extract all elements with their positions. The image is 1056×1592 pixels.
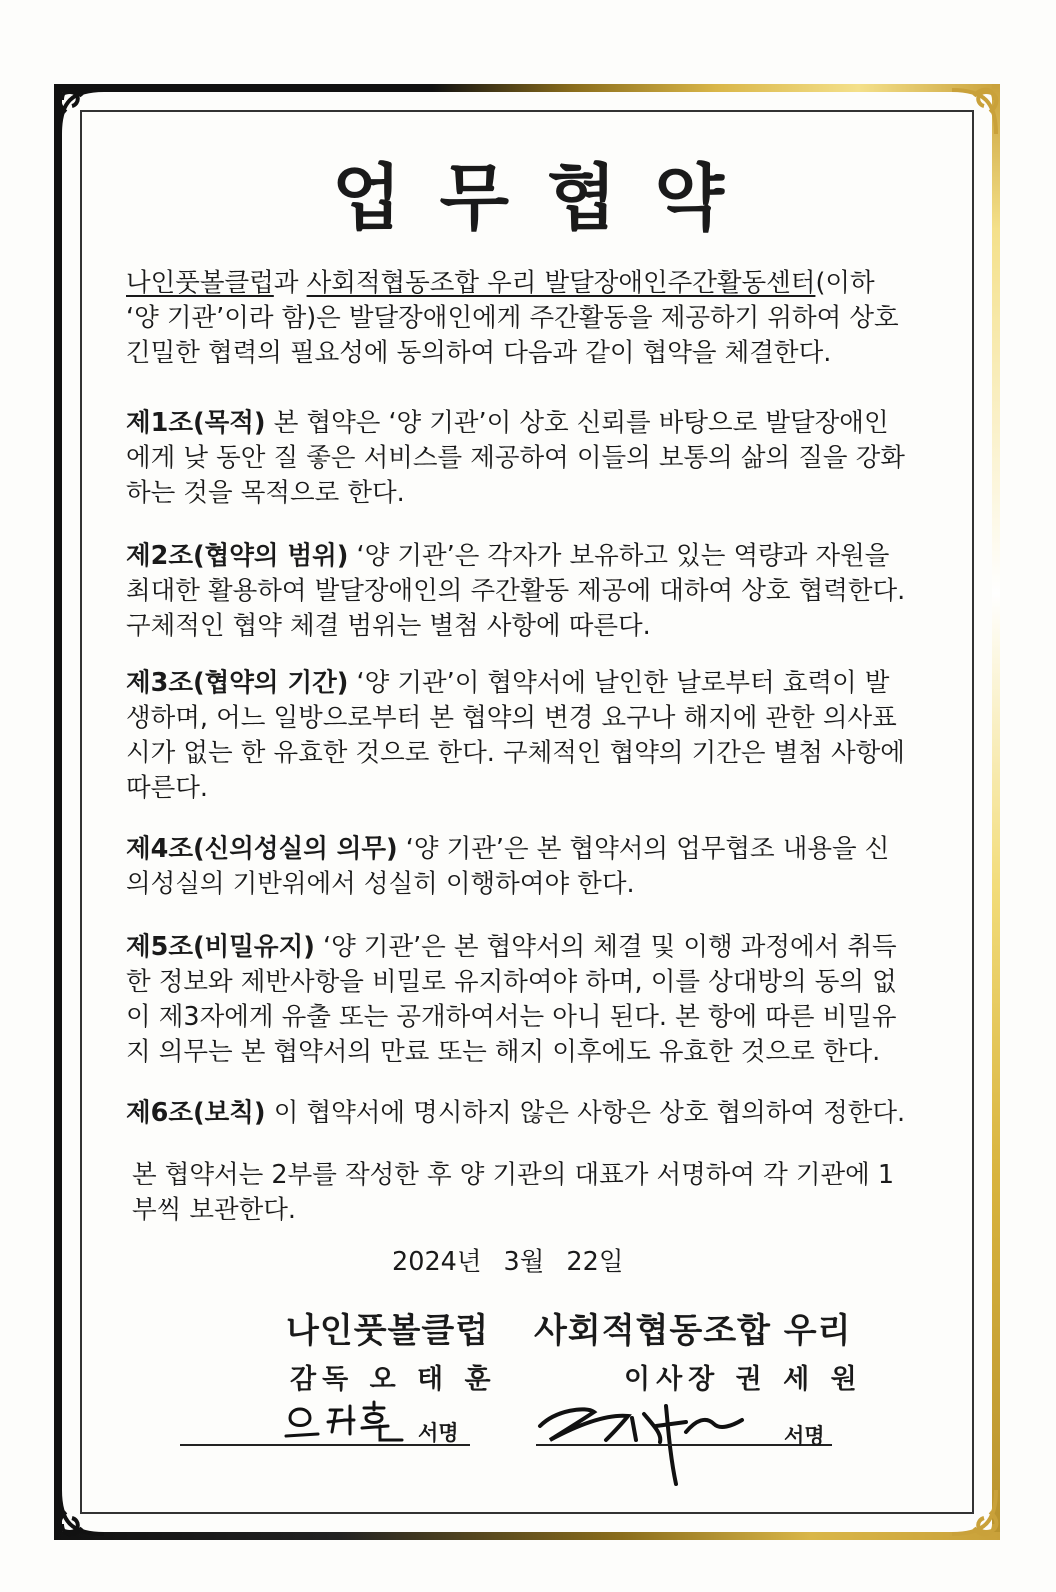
right-org-name: 사회적협동조합 우리 xyxy=(534,1311,852,1351)
article-2 xyxy=(126,539,906,644)
gold-frame-right xyxy=(992,84,1000,1540)
document-title: 업무협약 xyxy=(331,155,763,240)
article-heading: 제2조(협약의 범위) xyxy=(126,541,349,571)
left-sign-label: 서명 xyxy=(418,1421,459,1445)
intro-rest: (이하 ‘양 기관’이라 함)은 발달장애인에게 주간활동을 제공하기 위하여 상호 긴밀한 협력의 필요성에 동의하여 다음과 같이 협약을 체결한다. xyxy=(126,268,899,368)
article-heading: 제5조(비밀유지) xyxy=(126,932,315,962)
date-year: 2024년 xyxy=(392,1247,482,1277)
article-heading: 제3조(협약의 기간) xyxy=(126,668,349,698)
article-text: ‘양 기관’은 본 협약서의 업무협조 내용을 신의성실의 기반위에서 성실히 이행하여야 한다. xyxy=(126,834,890,899)
article-text: ‘양 기관’이 협약서에 날인한 날로부터 효력이 발생하며, 어느 일방으로부터 본 협약의 변경 요구나 해지에 관한 의사표시가 없는 한 유효한 것으로 한다. 구체적인 협약의 기간은 별첨 사항에 따른다. xyxy=(126,668,905,803)
article-heading: 제6조(보칙) xyxy=(126,1098,266,1128)
article-1 xyxy=(126,406,906,511)
gold-frame-top xyxy=(54,84,1000,92)
article-6 xyxy=(126,1096,906,1131)
article-5 xyxy=(126,930,906,1070)
closing-paragraph: 본 협약서는 2부를 작성한 후 양 기관의 대표가 서명하여 각 기관에 1부씩 보관한다. xyxy=(132,1160,895,1225)
article-text: ‘양 기관’은 본 협약서의 체결 및 이행 과정에서 취득한 정보와 제반사항을 비밀로 유지하여야 하며, 이를 상대방의 동의 없이 제3자에게 유출 또는 공개하여서는 아니 된다. 본 항에 따른 비밀유지 의무는 본 협약서의 만료 또는 해지 이후에도 유효한 것으로 한다. xyxy=(126,932,897,1067)
date-day: 22일 xyxy=(566,1247,624,1277)
intro-paragraph xyxy=(126,266,906,371)
article-heading: 제1조(목적) xyxy=(126,408,266,438)
party2-name: 사회적협동조합 우리 발달장애인주간활동센터 xyxy=(306,268,816,298)
party1-name: 나인풋볼클럽 xyxy=(126,268,274,298)
date-month: 3월 xyxy=(503,1247,545,1277)
article-heading: 제4조(신의성실의 의무) xyxy=(126,834,398,864)
article-text: ‘양 기관’은 각자가 보유하고 있는 역량과 자원을 최대한 활용하여 발달장애인의 주간활동 제공에 대하여 상호 협력한다. 구체적인 협약 체결 범위는 별첨 사항에 따른다. xyxy=(126,541,906,641)
article-text: 이 협약서에 명시하지 않은 사항은 상호 협의하여 정한다. xyxy=(265,1098,906,1128)
gold-frame-bottom xyxy=(54,1532,1000,1540)
left-org-name: 나인풋볼클럽 xyxy=(286,1311,490,1351)
corner-ornament-icon xyxy=(944,1482,1004,1542)
agreement-date xyxy=(392,1242,645,1278)
right-representative: 이사장 권 세 원 xyxy=(624,1364,863,1395)
corner-ornament-icon xyxy=(52,1482,112,1542)
intro-conj: 과 xyxy=(273,268,307,298)
article-4 xyxy=(126,832,906,902)
left-handwritten-signature xyxy=(284,1396,414,1450)
corner-ornament-icon xyxy=(944,82,1004,142)
article-text: 본 협약은 ‘양 기관’이 상호 신뢰를 바탕으로 발달장애인에게 낮 동안 질 좋은 서비스를 제공하여 이들의 보통의 삶의 질을 강화하는 것을 목적으로 한다. xyxy=(126,408,905,508)
corner-ornament-icon xyxy=(52,82,112,142)
left-representative: 감독 오 태 훈 xyxy=(290,1364,497,1395)
article-3 xyxy=(126,666,906,806)
right-sign-label: 서명 xyxy=(784,1424,825,1448)
